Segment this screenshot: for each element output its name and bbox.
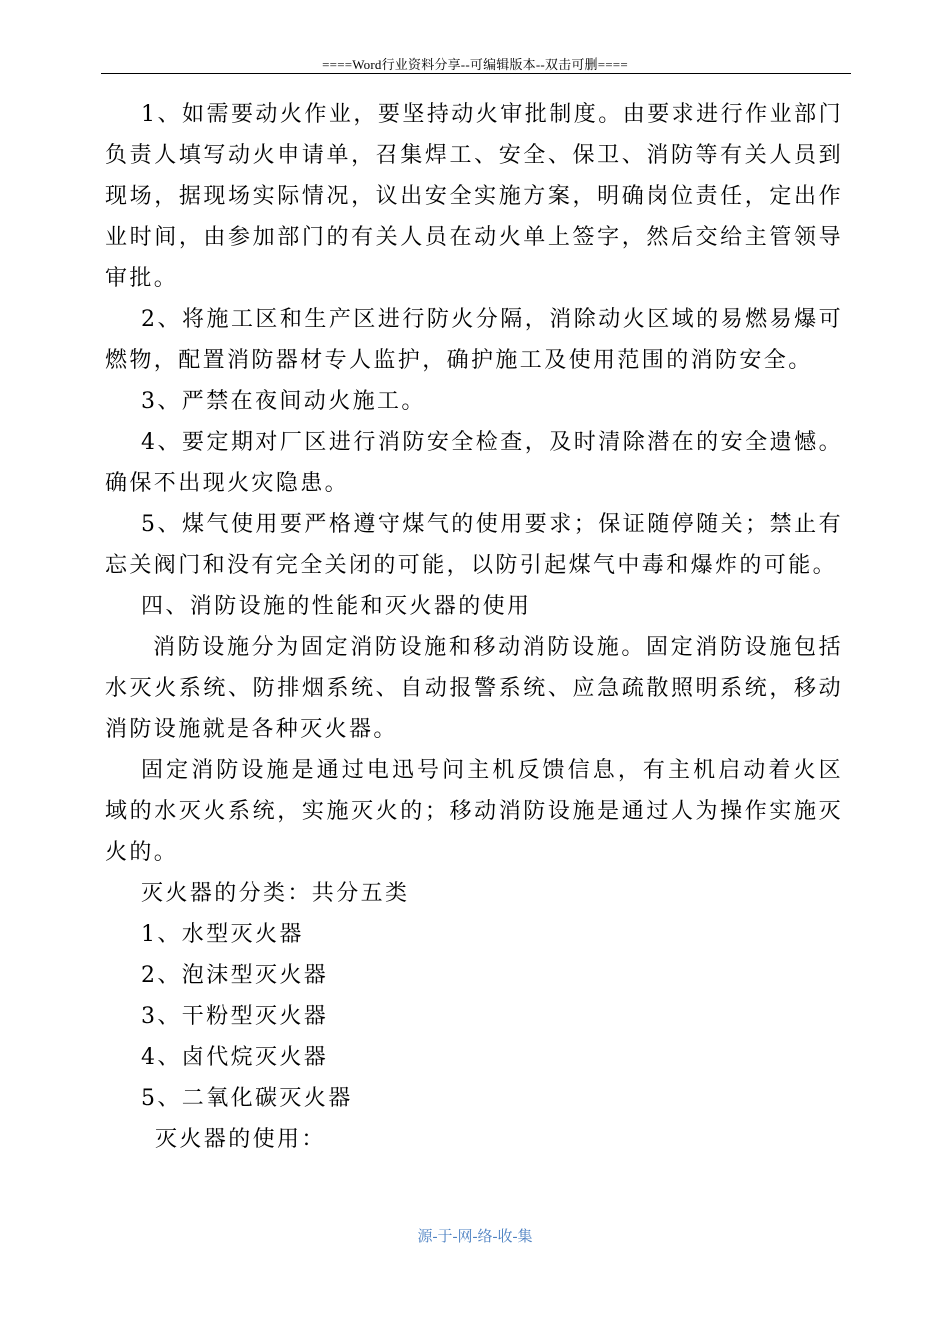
paragraph-no-night-work: 3、严禁在夜间动火施工。 [141, 389, 426, 414]
page-header: ====Word行业资料分享--可编辑版本--双击可删==== [322, 57, 628, 72]
classification-heading: 灭火器的分类：共分五类 [141, 881, 410, 906]
document-body [105, 94, 843, 1160]
list-item: 1、水型灭火器 [141, 922, 304, 947]
paragraph-hot-work-approval: 1、如需要动火作业，要坚持动火审批制度。由要求进行作业部门负责人填写动火申请单，召集焊工、安全、保卫、消防等有关人员到现场，据现场实际情况，议出安全实施方案，明确岗位责任，定出作业时间，由参加部门的有关人员在动火单上签字，然后交给主管领导审批。 [105, 102, 843, 291]
paragraph-safety-inspection: 4、要定期对厂区进行消防安全检查，及时清除潜在的安全遗憾。确保不出现火灾隐患。 [105, 430, 843, 496]
usage-heading: 灭火器的使用： [155, 1127, 326, 1152]
list-item: 3、干粉型灭火器 [141, 1004, 329, 1029]
paragraph-gas-usage: 5、煤气使用要严格遵守煤气的使用要求；保证随停随关；禁止有忘关阀门和没有完全关闭的可能，以防引起煤气中毒和爆炸的可能。 [105, 512, 843, 578]
list-item: 5、二氧化碳灭火器 [141, 1086, 353, 1111]
section-heading: 四、消防设施的性能和灭火器的使用 [141, 594, 532, 619]
header-divider [101, 73, 851, 74]
paragraph-facility-operation: 固定消防设施是通过电迅号问主机反馈信息，有主机启动着火区域的水灭火系统，实施灭火的；移动消防设施是通过人为操作实施灭火的。 [105, 758, 843, 865]
paragraph-facility-types: 消防设施分为固定消防设施和移动消防设施。固定消防设施包括水灭火系统、防排烟系统、自动报警系统、应急疏散照明系统，移动消防设施就是各种灭火器。 [105, 635, 843, 742]
page-footer: 源-于-网-络-收-集 [417, 1229, 533, 1245]
paragraph-fire-separation: 2、将施工区和生产区进行防火分隔，消除动火区域的易燃易爆可燃物，配置消防器材专人监护，确护施工及使用范围的消防安全。 [105, 307, 843, 373]
list-item: 2、泡沫型灭火器 [141, 963, 329, 988]
list-item: 4、卤代烷灭火器 [141, 1045, 329, 1070]
